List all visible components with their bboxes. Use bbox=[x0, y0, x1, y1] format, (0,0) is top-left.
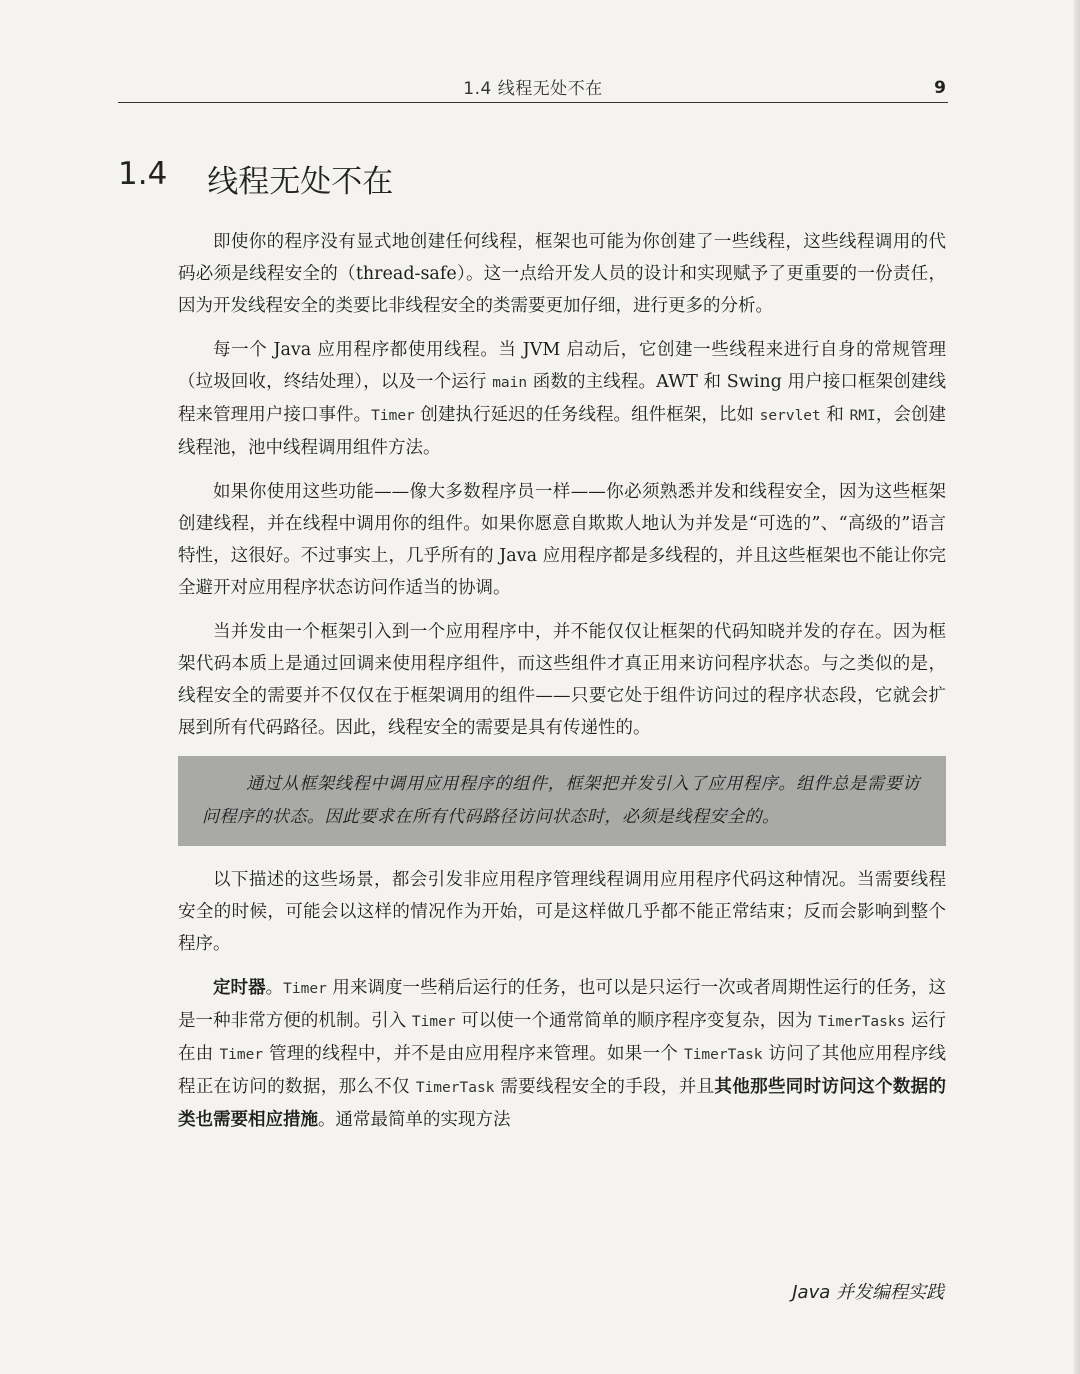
paragraph-6-text-f: 访问了其他应用程序线程正在访问的数据，那么不仅 bbox=[178, 1044, 947, 1097]
running-header-title: 1.4 线程无处不在 bbox=[463, 79, 603, 99]
paragraph-6-text-d: 运行在由 bbox=[178, 1011, 946, 1064]
code-rmi: RMI bbox=[849, 408, 876, 424]
paragraph-6-text-e: 管理的线程中，并不是由应用程序来管理。如果一个 bbox=[263, 1044, 684, 1064]
paragraph-2 bbox=[178, 334, 946, 464]
paragraph-6 bbox=[178, 972, 946, 1136]
paragraph-6-text-h: 。通常最简单的实现方法 bbox=[318, 1110, 511, 1130]
paragraph-2-text-a: 每一个 Java 应用程序都使用线程。当 JVM 启动后，它创建一些线程来进行自身的常规管理（垃圾回收，终结处理），以及一个运行 bbox=[178, 340, 946, 392]
body-text bbox=[178, 226, 946, 1148]
paragraph-4: 当并发由一个框架引入到一个应用程序中，并不能仅仅让框架的代码知晓并发的存在。因为框架代码本质上是通过回调来使用程序组件，而这些组件才真正用来访问程序状态。与之类似的是，线程安全的需要并不仅仅在于框架调用的组件——只要它处于组件访问过的程序状态段，它就会扩展到所有代码路径。因此，线程安全的需要是具有传递性的。 bbox=[178, 622, 946, 738]
footer-book-title: Java 并发编程实践 bbox=[792, 1282, 944, 1303]
code-timer-2: Timer bbox=[411, 1014, 456, 1030]
bold-phrase: 其他那些同时访问这个数据的类也需要相应措施 bbox=[178, 1077, 947, 1130]
running-header bbox=[118, 72, 948, 103]
code-timertask-2: TimerTask bbox=[415, 1080, 495, 1096]
code-timer-1: Timer bbox=[283, 981, 327, 997]
code-main: main bbox=[492, 375, 528, 391]
section-number: 1.4 bbox=[118, 156, 168, 192]
code-timertask-1: TimerTask bbox=[683, 1047, 763, 1063]
paragraph-3: 如果你使用这些功能——像大多数程序员一样——你必须熟悉并发和线程安全，因为这些框架创建线程，并在线程中调用你的组件。如果你愿意自欺欺人地认为并发是“可选的”、“高级的”语言特性，这很好。不过事实上，几乎所有的 Java 应用程序都是多线程的，并且这些框架也不能让你完全避开对应用程序状态访问作适当的协调。 bbox=[178, 482, 946, 598]
page-number: 9 bbox=[934, 78, 946, 98]
paragraph-2-text-d: 和 bbox=[820, 405, 850, 425]
paragraph-6-text-g: 需要线程安全的手段，并且 bbox=[494, 1077, 715, 1097]
paragraph-5: 以下描述的这些场景，都会引发非应用程序管理线程调用应用程序代码这种情况。当需要线程安全的时候，可能会以这样的情况作为开始，可是这样做几乎都不能正常结束；反而会影响到整个程序。 bbox=[178, 870, 946, 954]
paragraph-2-text-e: ，会创建线程池，池中线程调用组件方法。 bbox=[178, 405, 947, 458]
page-edge-shadow bbox=[1074, 0, 1080, 1374]
paragraph-6-text-b: 用来调度一些稍后运行的任务，也可以是只运行一次或者周期性运行的任务，这是一种非常方便的机制。引入 bbox=[178, 978, 947, 1031]
paragraph-2-text-b: 函数的主线程。AWT 和 Swing 用户接口框架创建线程来管理用户接口事件。 bbox=[178, 372, 946, 425]
code-timer-3: Timer bbox=[219, 1047, 264, 1063]
section-title: 线程无处不在 bbox=[207, 164, 394, 200]
code-servlet: servlet bbox=[759, 408, 821, 424]
highlight-callout: 通过从框架线程中调用应用程序的组件，框架把并发引入了应用程序。组件总是需要访问程序的状态。因此要求在所有代码路径访问状态时，必须是线程安全的。 bbox=[178, 756, 946, 846]
timer-lead-term: 定时器 bbox=[213, 978, 266, 998]
section-heading bbox=[118, 156, 393, 201]
code-timertasks: TimerTasks bbox=[818, 1014, 906, 1030]
paragraph-2-text-c: 创建执行延迟的任务线程。组件框架，比如 bbox=[414, 405, 760, 425]
paragraph-6-text-a: 。 bbox=[265, 978, 284, 998]
paragraph-6-text-c: 可以使一个通常简单的顺序程序变复杂，因为 bbox=[455, 1011, 818, 1031]
code-timer: Timer bbox=[371, 408, 415, 424]
paragraph-1: 即使你的程序没有显式地创建任何线程，框架也可能为你创建了一些线程，这些线程调用的代码必须是线程安全的（thread-safe）。这一点给开发人员的设计和实现赋予了更重要的一份责任，因为开发线程安全的类要比非线程安全的类需要更加仔细，进行更多的分析。 bbox=[178, 232, 946, 316]
